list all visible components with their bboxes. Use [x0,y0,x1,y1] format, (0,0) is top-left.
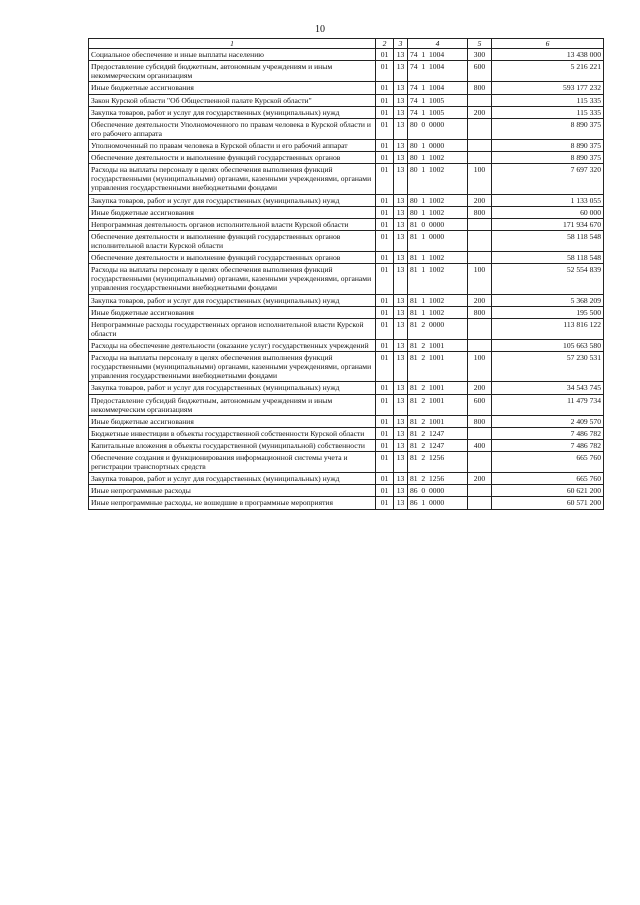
target-article-cell: 81 2 1247 [408,427,468,439]
table-row [89,452,604,473]
amount-cell: 7 697 320 [492,164,604,194]
row-name-cell: Обеспечение деятельности и выполнение функций государственных органов [89,252,376,264]
expense-type-cell: 400 [468,439,492,451]
amount-cell: 34 543 745 [492,382,604,394]
amount-cell: 60 000 [492,206,604,218]
table-row [89,352,604,382]
row-name-cell: Иные бюджетные ассигнования [89,82,376,94]
amount-cell: 8 890 375 [492,139,604,151]
section-code-cell: 01 [376,452,394,473]
subsection-code-cell: 13 [394,318,408,339]
table-row [89,339,604,351]
table-row [89,318,604,339]
subsection-code-cell: 13 [394,139,408,151]
table-row [89,139,604,151]
table-row [89,394,604,415]
amount-cell: 115 335 [492,106,604,118]
target-article-cell: 80 1 1002 [408,152,468,164]
expense-type-cell: 200 [468,473,492,485]
target-article-cell: 80 0 0000 [408,118,468,139]
section-code-cell: 01 [376,306,394,318]
table-row [89,230,604,251]
table-row [89,218,604,230]
subsection-code-cell: 13 [394,473,408,485]
amount-cell: 5 368 209 [492,294,604,306]
target-article-cell: 81 2 1256 [408,473,468,485]
expense-type-cell: 200 [468,294,492,306]
table-row [89,118,604,139]
expense-type-cell [468,339,492,351]
row-name-cell: Непрограммная деятельность органов исполнительной власти Курской области [89,218,376,230]
target-article-cell: 80 1 1002 [408,206,468,218]
subsection-code-cell: 13 [394,394,408,415]
expense-type-cell [468,230,492,251]
expense-type-cell: 100 [468,264,492,294]
budget-table [88,38,604,510]
amount-cell: 1 133 055 [492,194,604,206]
amount-cell: 665 760 [492,473,604,485]
amount-cell: 171 934 670 [492,218,604,230]
table-row [89,106,604,118]
subsection-code-cell: 13 [394,49,408,61]
target-article-cell: 81 2 0000 [408,318,468,339]
amount-cell: 113 816 122 [492,318,604,339]
expense-type-cell: 100 [468,352,492,382]
section-code-cell: 01 [376,194,394,206]
table-row [89,485,604,497]
target-article-cell: 81 2 1256 [408,452,468,473]
amount-cell: 58 118 548 [492,230,604,251]
expense-type-cell: 600 [468,61,492,82]
row-name-cell: Расходы на обеспечение деятельности (оказание услуг) государственных учреждений [89,339,376,351]
target-article-cell: 81 2 1001 [408,394,468,415]
amount-cell: 58 118 548 [492,252,604,264]
table-row [89,206,604,218]
row-name-cell: Предоставление субсидий бюджетным, автономным учреждениям и иным некоммерческим организациям [89,394,376,415]
subsection-code-cell: 13 [394,452,408,473]
row-name-cell: Предоставление субсидий бюджетным, автономным учреждениям и иным некоммерческим организациям [89,61,376,82]
section-code-cell: 01 [376,152,394,164]
section-code-cell: 01 [376,382,394,394]
section-code-cell: 01 [376,82,394,94]
subsection-code-cell: 13 [394,106,408,118]
amount-cell: 11 479 734 [492,394,604,415]
target-article-cell: 81 2 1001 [408,415,468,427]
amount-cell: 7 486 782 [492,427,604,439]
section-code-cell: 01 [376,118,394,139]
page-number: 10 [315,24,325,35]
target-article-cell: 81 1 1002 [408,252,468,264]
section-code-cell: 01 [376,206,394,218]
target-article-cell: 86 0 0000 [408,485,468,497]
row-name-cell: Социальное обеспечение и иные выплаты населению [89,49,376,61]
amount-cell: 115 335 [492,94,604,106]
expense-type-cell: 200 [468,106,492,118]
expense-type-cell: 200 [468,382,492,394]
section-code-cell: 01 [376,94,394,106]
expense-type-cell [468,427,492,439]
table-body [89,49,604,509]
subsection-code-cell: 13 [394,194,408,206]
row-name-cell: Обеспечение деятельности Уполномоченного по правам человека в Курской области и его рабочего аппарата [89,118,376,139]
row-name-cell: Обеспечение деятельности и выполнение функций государственных органов исполнительной власти Курской области [89,230,376,251]
target-article-cell: 74 1 1005 [408,94,468,106]
amount-cell: 2 409 570 [492,415,604,427]
table-row [89,252,604,264]
expense-type-cell: 300 [468,49,492,61]
header-cell: 2 [376,39,394,49]
subsection-code-cell: 13 [394,164,408,194]
section-code-cell: 01 [376,218,394,230]
table-row [89,152,604,164]
row-name-cell: Расходы на выплаты персоналу в целях обеспечения выполнения функций государственными (муниципальными) органами, казенными учреждениями, органами управления государственными внебюджетными фондами [89,164,376,194]
section-code-cell: 01 [376,485,394,497]
table-row [89,306,604,318]
row-name-cell: Иные бюджетные ассигнования [89,415,376,427]
row-name-cell: Уполномоченный по правам человека в Курской области и его рабочий аппарат [89,139,376,151]
expense-type-cell [468,152,492,164]
subsection-code-cell: 13 [394,306,408,318]
target-article-cell: 86 1 0000 [408,497,468,509]
row-name-cell: Закупка товаров, работ и услуг для государственных (муниципальных) нужд [89,294,376,306]
expense-type-cell [468,94,492,106]
section-code-cell: 01 [376,106,394,118]
subsection-code-cell: 13 [394,352,408,382]
subsection-code-cell: 13 [394,206,408,218]
expense-type-cell: 200 [468,194,492,206]
row-name-cell: Закупка товаров, работ и услуг для государственных (муниципальных) нужд [89,473,376,485]
expense-type-cell [468,497,492,509]
subsection-code-cell: 13 [394,264,408,294]
target-article-cell: 80 1 1002 [408,164,468,194]
expense-type-cell: 600 [468,394,492,415]
section-code-cell: 01 [376,339,394,351]
subsection-code-cell: 13 [394,497,408,509]
amount-cell: 60 621 200 [492,485,604,497]
section-code-cell: 01 [376,352,394,382]
subsection-code-cell: 13 [394,152,408,164]
row-name-cell: Расходы на выплаты персоналу в целях обеспечения выполнения функций государственными (муниципальными) органами, казенными учреждениями, органами управления государственными внебюджетными фондами [89,264,376,294]
subsection-code-cell: 13 [394,82,408,94]
table-row [89,82,604,94]
expense-type-cell [468,452,492,473]
amount-cell: 8 890 375 [492,152,604,164]
target-article-cell: 81 2 1247 [408,439,468,451]
target-article-cell: 81 1 1002 [408,306,468,318]
section-code-cell: 01 [376,439,394,451]
amount-cell: 665 760 [492,452,604,473]
header-cell: 5 [468,39,492,49]
row-name-cell: Непрограммные расходы государственных органов исполнительной власти Курской области [89,318,376,339]
table-row [89,382,604,394]
section-code-cell: 01 [376,264,394,294]
target-article-cell: 74 1 1004 [408,82,468,94]
expense-type-cell: 800 [468,306,492,318]
section-code-cell: 01 [376,49,394,61]
expense-type-cell: 800 [468,82,492,94]
amount-cell: 52 554 839 [492,264,604,294]
section-code-cell: 01 [376,230,394,251]
target-article-cell: 81 2 1001 [408,382,468,394]
expense-type-cell [468,252,492,264]
expense-type-cell [468,318,492,339]
target-article-cell: 80 1 0000 [408,139,468,151]
section-code-cell: 01 [376,252,394,264]
target-article-cell: 74 1 1004 [408,49,468,61]
row-name-cell: Иные непрограммные расходы, не вошедшие в программные мероприятия [89,497,376,509]
row-name-cell: Иные бюджетные ассигнования [89,206,376,218]
table-row [89,473,604,485]
subsection-code-cell: 13 [394,118,408,139]
subsection-code-cell: 13 [394,94,408,106]
header-cell: 1 [89,39,376,49]
section-code-cell: 01 [376,415,394,427]
target-article-cell: 81 2 1001 [408,339,468,351]
row-name-cell: Капитальные вложения в объекты государственной (муниципальной) собственности [89,439,376,451]
row-name-cell: Иные непрограммные расходы [89,485,376,497]
table-row [89,164,604,194]
subsection-code-cell: 13 [394,339,408,351]
expense-type-cell [468,118,492,139]
section-code-cell: 01 [376,427,394,439]
table-row [89,49,604,61]
subsection-code-cell: 13 [394,218,408,230]
target-article-cell: 74 1 1004 [408,61,468,82]
section-code-cell: 01 [376,394,394,415]
target-article-cell: 74 1 1005 [408,106,468,118]
row-name-cell: Обеспечение деятельности и выполнение функций государственных органов [89,152,376,164]
section-code-cell: 01 [376,139,394,151]
table-row [89,264,604,294]
subsection-code-cell: 13 [394,382,408,394]
amount-cell: 593 177 232 [492,82,604,94]
header-cell: 6 [492,39,604,49]
table-row [89,497,604,509]
section-code-cell: 01 [376,497,394,509]
row-name-cell: Иные бюджетные ассигнования [89,306,376,318]
subsection-code-cell: 13 [394,61,408,82]
amount-cell: 13 438 000 [492,49,604,61]
header-cell: 3 [394,39,408,49]
section-code-cell: 01 [376,61,394,82]
header-row [89,39,604,49]
row-name-cell: Обеспечение создания и функционирования информационной системы учета и регистрации транспортных средств [89,452,376,473]
amount-cell: 5 216 221 [492,61,604,82]
amount-cell: 7 486 782 [492,439,604,451]
subsection-code-cell: 13 [394,294,408,306]
subsection-code-cell: 13 [394,485,408,497]
target-article-cell: 81 2 1001 [408,352,468,382]
expense-type-cell [468,485,492,497]
table-row [89,94,604,106]
amount-cell: 8 890 375 [492,118,604,139]
row-name-cell: Закупка товаров, работ и услуг для государственных (муниципальных) нужд [89,382,376,394]
target-article-cell: 81 1 1002 [408,294,468,306]
amount-cell: 105 663 580 [492,339,604,351]
section-code-cell: 01 [376,294,394,306]
table-row [89,61,604,82]
expense-type-cell [468,218,492,230]
subsection-code-cell: 13 [394,230,408,251]
table-row [89,294,604,306]
row-name-cell: Расходы на выплаты персоналу в целях обеспечения выполнения функций государственными (муниципальными) органами, казенными учреждениями, органами управления государственными внебюджетными фондами [89,352,376,382]
section-code-cell: 01 [376,164,394,194]
target-article-cell: 81 1 0000 [408,230,468,251]
header-cell: 4 [408,39,468,49]
amount-cell: 60 571 200 [492,497,604,509]
row-name-cell: Закупка товаров, работ и услуг для государственных (муниципальных) нужд [89,106,376,118]
target-article-cell: 81 0 0000 [408,218,468,230]
row-name-cell: Закон Курской области "Об Общественной палате Курской области" [89,94,376,106]
target-article-cell: 80 1 1002 [408,194,468,206]
expense-type-cell: 800 [468,206,492,218]
amount-cell: 195 500 [492,306,604,318]
table-row [89,427,604,439]
row-name-cell: Бюджетные инвестиции в объекты государственной собственности Курской области [89,427,376,439]
row-name-cell: Закупка товаров, работ и услуг для государственных (муниципальных) нужд [89,194,376,206]
section-code-cell: 01 [376,318,394,339]
subsection-code-cell: 13 [394,427,408,439]
expense-type-cell: 100 [468,164,492,194]
amount-cell: 57 230 531 [492,352,604,382]
expense-type-cell: 800 [468,415,492,427]
table-row [89,415,604,427]
table-row [89,194,604,206]
table-row [89,439,604,451]
subsection-code-cell: 13 [394,415,408,427]
expense-type-cell [468,139,492,151]
section-code-cell: 01 [376,473,394,485]
target-article-cell: 81 1 1002 [408,264,468,294]
subsection-code-cell: 13 [394,252,408,264]
subsection-code-cell: 13 [394,439,408,451]
